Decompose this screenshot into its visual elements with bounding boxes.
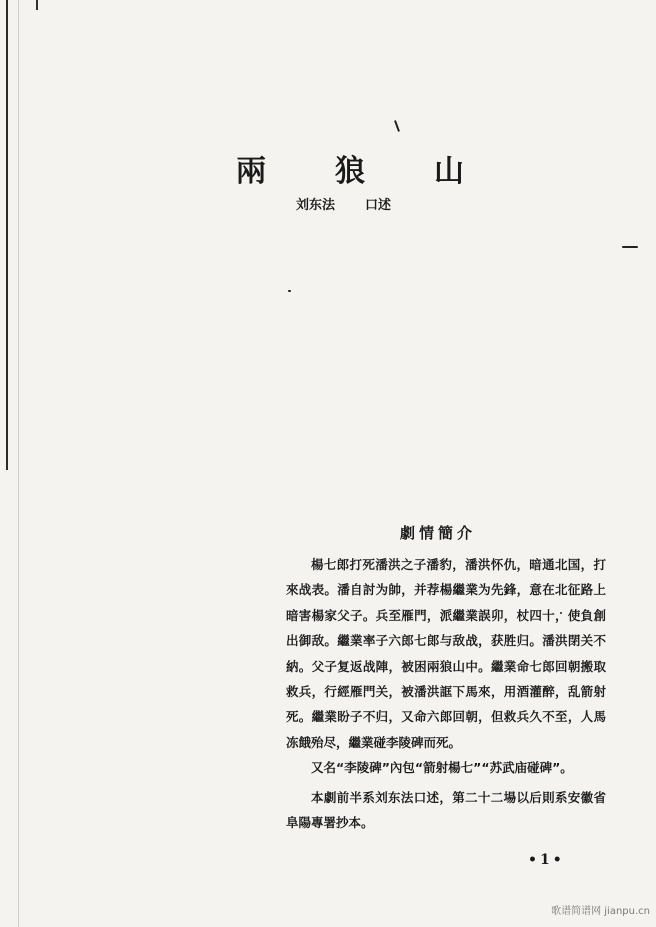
- binding-edge-line: [6, 0, 8, 470]
- scan-speck: [288, 290, 291, 292]
- synopsis-paragraph: 又名“李陵碑”內包“箭射楊七”“苏武庙碰碑”。: [311, 760, 573, 776]
- scan-speck: [622, 246, 638, 248]
- synopsis-paragraph: 楊七郎打死潘洪之子潘豹，潘洪怀仇，暗通北国，打來战表。潘自討为帥，并荐楊繼業为先鋒，意在北征路上暗害楊家父子。兵至雁門，派繼業誤卯，杖四十，使負創出御敌。繼業率子六郎七郎与敌战，获胜归。潘洪閉关不納。父子复返战陣，被困兩狼山中。繼業命七郎回朝搬取救兵，行經雁門关，被潘洪誆下馬來，用酒灌醉，乱箭射死。繼業盼子不归，又命六郎回朝，但救兵久不至，人馬冻餓殆尽，繼業碰李陵碑而死。: [286, 557, 606, 750]
- title-char: 狼: [335, 154, 365, 189]
- title-char: 山: [434, 154, 464, 189]
- scan-speck: [394, 120, 400, 132]
- page-title: [236, 148, 464, 188]
- watermark: 歌谱简谱网 jianpu.cn: [551, 906, 650, 917]
- author-name: 刘东法: [296, 197, 336, 213]
- synopsis-body: [286, 552, 606, 835]
- byline: [296, 193, 426, 213]
- scan-mark: [36, 0, 38, 10]
- synopsis-paragraph: 本劇前半系刘东法口述，第二十二場以后則系安徽省阜陽專署抄本。: [286, 789, 606, 831]
- page-number: •1•: [528, 852, 565, 868]
- author-role: 口述: [365, 197, 392, 213]
- synopsis-heading: 劇情簡介: [400, 524, 477, 542]
- gutter-line: [18, 0, 19, 927]
- title-char: 兩: [236, 154, 266, 189]
